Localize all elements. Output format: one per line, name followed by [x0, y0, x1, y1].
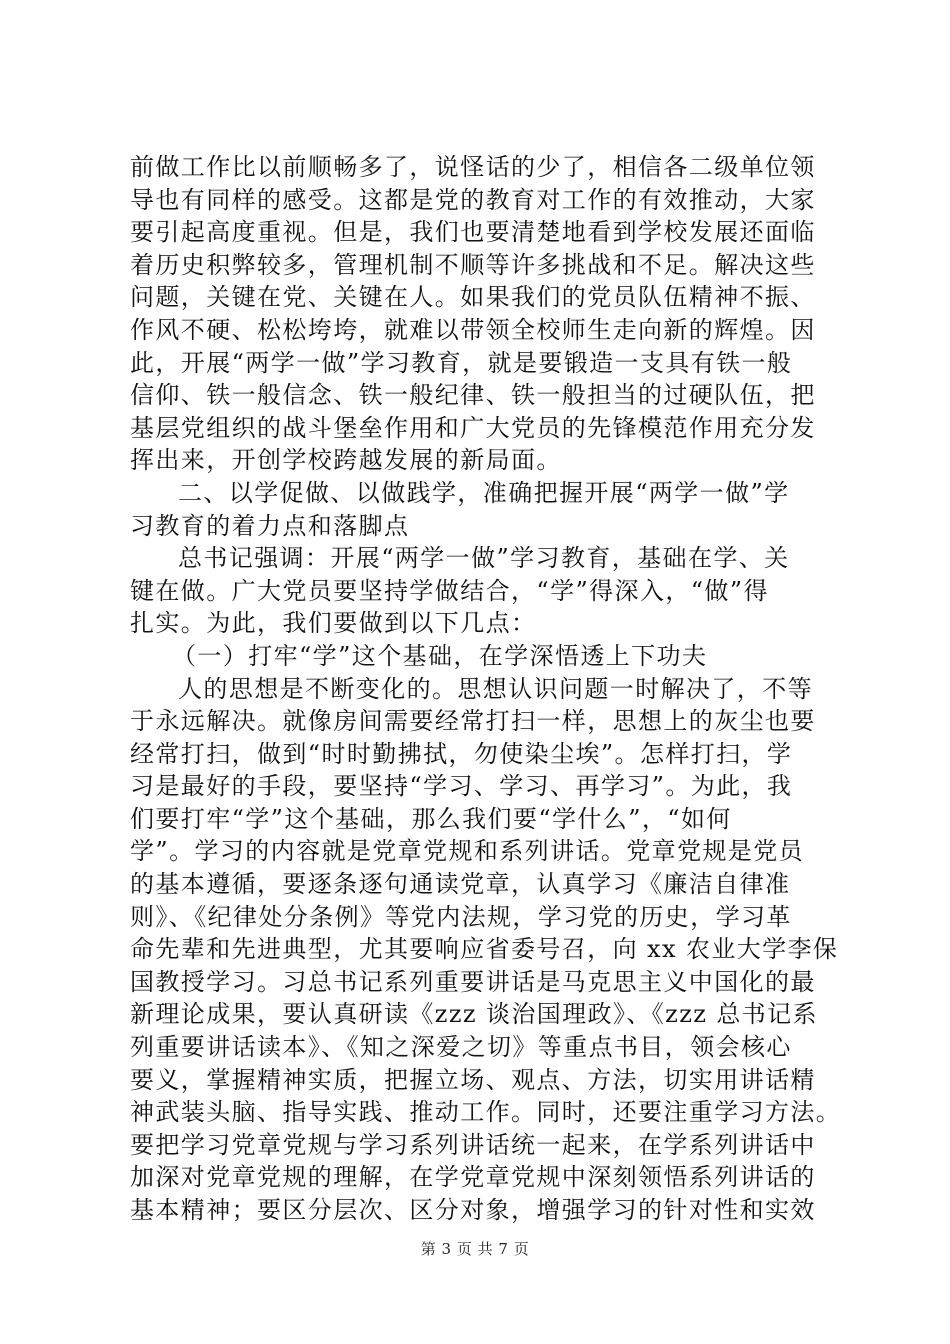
text-line: 基层党组织的战斗堡垒作用和广大党员的先锋模范作用充分发 — [130, 413, 816, 442]
text-line: 们要打牢“学”这个基础，那么我们要“学什么”，“如何 — [130, 804, 732, 833]
text-line: 挥出来，开创学校跨越发展的新局面。 — [130, 446, 562, 475]
text-line: 键在做。广大党员要坚持学做结合，“学”得深入，“做”得 — [130, 576, 769, 605]
paragraph-first-line: 人的思想是不断变化的。思想认识问题一时解决了，不等 — [178, 674, 813, 703]
section-heading-line: 二、以学促做、以做践学，准确把握开展“两学一做”学 — [178, 478, 790, 507]
text-line: 国教授学习。习总书记系列重要讲话是马克思主义中国化的最 — [130, 967, 816, 996]
text-line: 要引起高度重视。但是，我们也要清楚地看到学校发展还面临 — [130, 218, 816, 247]
text-line: 则》、《纪律处分条例》等党内法规，学习党的历史，学习革 — [130, 902, 792, 931]
text-line: 学”。学习的内容就是党章党规和系列讲话。党章党规是党员 — [130, 837, 805, 866]
text-line: 新理论成果，要认真研读《zzz 谈治国理政》、《zzz 总书记系 — [130, 1000, 818, 1029]
text-line: 的基本遵循，要逐条逐句通读党章，认真学习《廉洁自律准 — [130, 870, 791, 899]
subsection-heading-line: （一）打牢“学”这个基础，在学深悟透上下功夫 — [172, 641, 708, 670]
text-line: 经常打扫，做到“时时勤拂拭，勿使染尘埃”。怎样打扫，学 — [130, 739, 793, 768]
text-line: 习是最好的手段，要坚持“学习、学习、再学习”。为此，我 — [130, 772, 793, 801]
text-line: 要义，掌握精神实质，把握立场、观点、方法，切实用讲话精 — [130, 1065, 816, 1094]
text-line: 加深对党章党规的理解，在学党章党规中深刻领悟系列讲话的 — [130, 1163, 816, 1192]
text-line: 要把学习党章党规与学习系列讲话统一起来，在学系列讲话中 — [130, 1130, 816, 1159]
text-line: 着历史积弊较多，管理机制不顺等许多挑战和不足。解决这些 — [130, 250, 816, 279]
page-footer: 第 3 页 共 7 页 — [420, 1240, 530, 1258]
text-line: 信仰、铁一般信念、铁一般纪律、铁一般担当的过硬队伍，把 — [130, 381, 816, 410]
paragraph-first-line: 总书记强调：开展“两学一做”学习教育，基础在学、关 — [178, 544, 790, 573]
document-body — [130, 151, 842, 1227]
text-line: 前做工作比以前顺畅多了，说怪话的少了，相信各二级单位领 — [130, 153, 816, 181]
text-line: 扎实。为此，我们要做到以下几点： — [130, 609, 537, 638]
text-line: 导也有同样的感受。这都是党的教育对工作的有效推动，大家 — [130, 185, 816, 214]
text-line: 问题，关键在党、关键在人。如果我们的党员队伍精神不振、 — [130, 283, 816, 312]
text-line: 列重要讲话读本》、《知之深爱之切》等重点书目，领会核心 — [130, 1033, 792, 1062]
text-line: 神武装头脑、指导实践、推动工作。同时，还要注重学习方法。 — [130, 1098, 842, 1127]
text-line: 此，开展“两学一做”学习教育，就是要锻造一支具有铁一般 — [130, 348, 793, 377]
section-heading-line: 习教育的着力点和落脚点 — [130, 511, 410, 540]
text-line: 命先辈和先进典型，尤其要响应省委号召，向 xx 农业大学李保 — [130, 935, 839, 964]
text-line: 基本精神；要区分层次、区分对象，增强学习的针对性和实效 — [130, 1196, 816, 1224]
text-line: 于永远解决。就像房间需要经常打扫一样，思想上的灰尘也要 — [130, 707, 816, 736]
text-line: 作风不硬、松松垮垮，就难以带领全校师生走向新的辉煌。因 — [130, 315, 816, 344]
